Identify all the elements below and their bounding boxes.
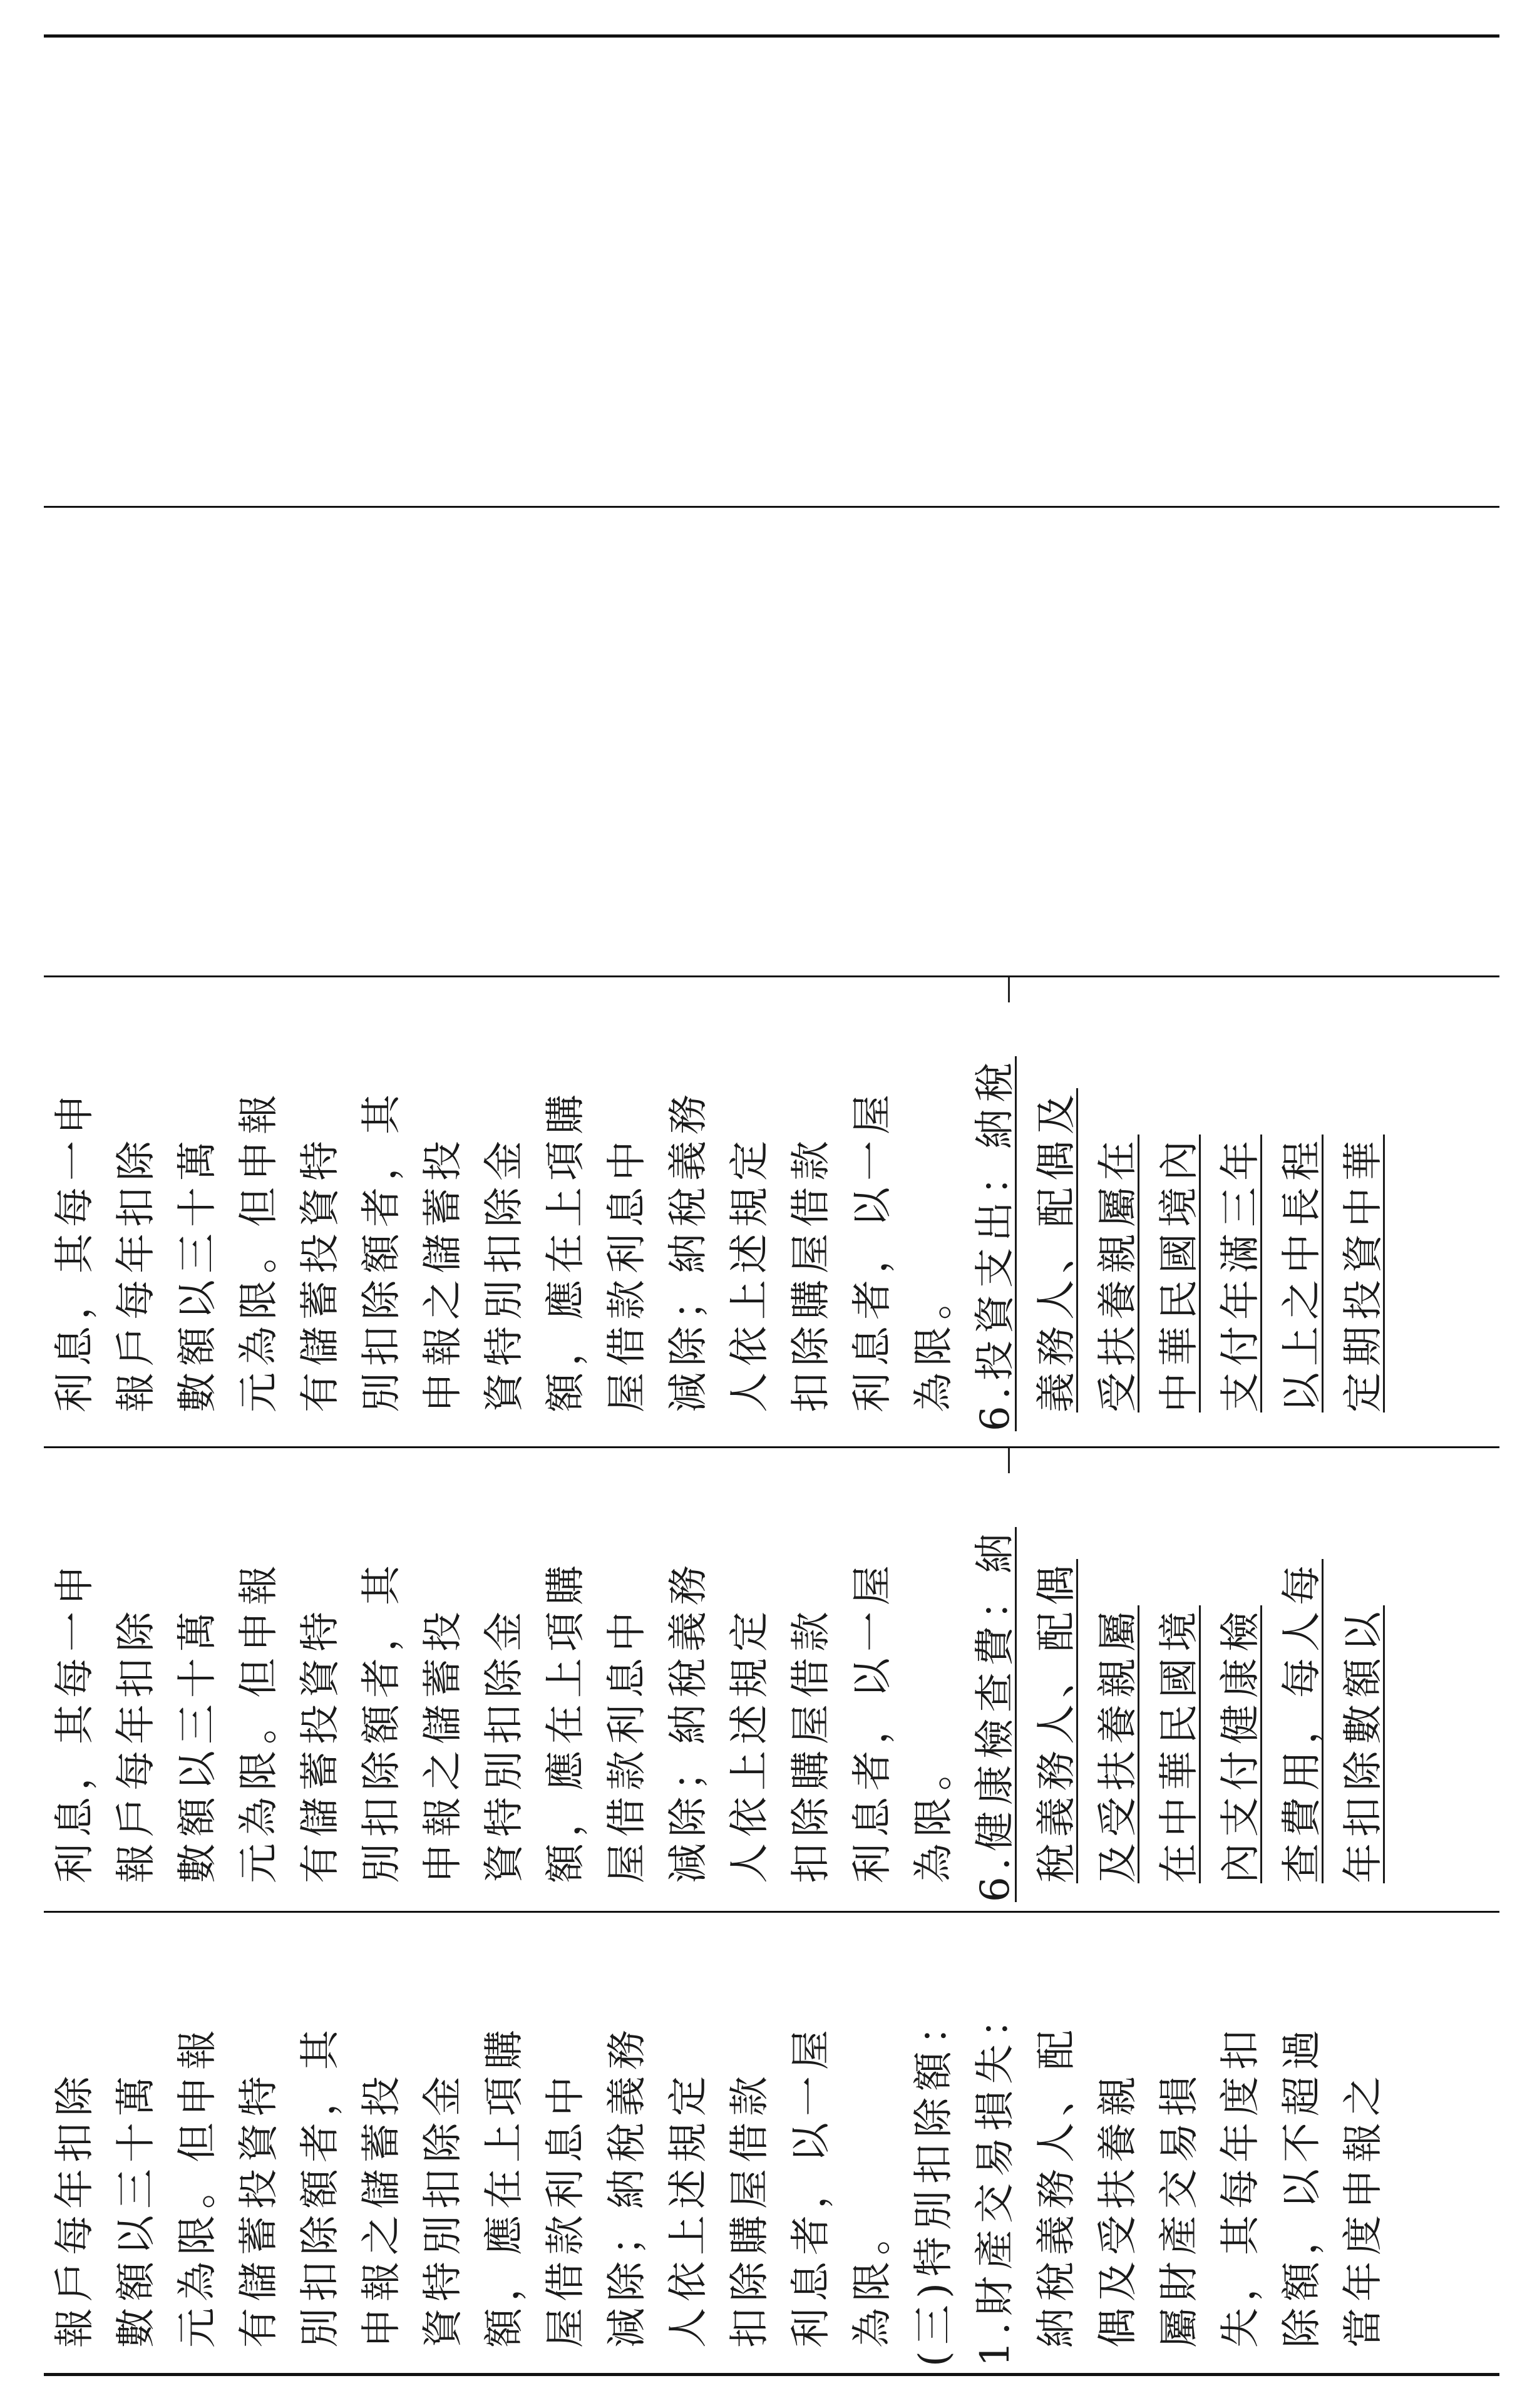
column-1-line-10: 減除；納稅義務 (604, 2024, 650, 2348)
column-1-line-8: 額，應在上項購 (481, 2024, 528, 2348)
column-1-line-17: 納稅義務人、配 (1034, 2024, 1080, 2348)
column-2-edge-mark (1008, 1448, 1010, 1473)
column-1-line-4: 有儲蓄投資特 (236, 2070, 282, 2348)
column-2-line-20: 內支付健康檢 (1218, 1605, 1264, 1883)
column-3-line-15: 為限。 (911, 1273, 957, 1412)
column-1-line-13: 利息者，以一屋 (788, 2024, 835, 2348)
column-3-line-17: 義務人、配偶及 (1034, 1088, 1080, 1412)
column-1-line-21: 除額，以不超過 (1279, 2024, 1325, 2348)
column-1-line-9: 屋借款利息中 (543, 2070, 589, 2348)
column-2-line-6: 別扣除額者，其 (359, 1559, 405, 1883)
column-3-line-6: 別扣除額者，其 (359, 1088, 405, 1412)
column-3-line-13: 扣除購屋借款 (788, 1135, 835, 1412)
column-1-line-11: 人依上述規定 (666, 2070, 712, 2348)
column-1-line-12: 扣除購屋借款 (727, 2070, 773, 2348)
column-1-line-6: 申報之儲蓄投 (359, 2070, 405, 2348)
column-3-line-12: 人依上述規定 (727, 1135, 773, 1412)
column-3-line-8: 資特別扣除金 (481, 1135, 528, 1412)
column-3-line-5: 有儲蓄投資特 (297, 1135, 344, 1412)
column-1-line-19: 屬財產交易損 (1156, 2070, 1203, 2348)
column-1-line-18: 偶及受扶養親 (1095, 2070, 1141, 2348)
column-2-line-18: 及受扶養親屬 (1095, 1605, 1141, 1883)
column-3-line-18: 受扶養親屬在 (1095, 1135, 1141, 1412)
column-2-line-13: 扣除購屋借款 (788, 1605, 835, 1883)
column-2-line-17: 稅義務人、配偶 (1034, 1559, 1080, 1883)
column-3-line-9: 額，應在上項購 (543, 1088, 589, 1412)
column-2-line-16: 6.健康檢查費：納 (972, 1526, 1019, 1902)
column-3-line-2: 報戶每年扣除 (113, 1135, 160, 1412)
column-1-line-15: (三)特別扣除額： (911, 1999, 957, 2367)
column-1-line-7: 資特別扣除金 (420, 2070, 466, 2348)
column-2-line-22: 年扣除數額以 (1340, 1605, 1387, 1883)
column-2-line-15: 為限。 (911, 1744, 957, 1883)
column-3-edge-mark (1008, 977, 1010, 1002)
column-3-line-7: 申報之儲蓄投 (420, 1135, 466, 1412)
column-2-line-14: 利息者，以一屋 (850, 1559, 896, 1883)
divider-rule-1 (44, 506, 1499, 508)
column-3-line-19: 中華民國境內 (1156, 1135, 1203, 1412)
column-3-line-10: 屋借款利息中 (604, 1135, 650, 1412)
column-1-line-22: 當年度申報之 (1340, 2070, 1387, 2348)
text-column-3 (0, 977, 1537, 1444)
column-2-line-3: 數額以三十萬 (175, 1605, 221, 1883)
column-2-line-4: 元為限。但申報 (236, 1559, 282, 1883)
column-2-line-9: 額，應在上項購 (543, 1559, 589, 1883)
column-1-line-5: 別扣除額者，其 (297, 2024, 344, 2348)
column-3-line-21: 以上之中長程 (1279, 1135, 1325, 1412)
column-3-line-11: 減除；納稅義務 (666, 1088, 712, 1412)
column-2-line-12: 人依上述規定 (727, 1605, 773, 1883)
column-3-line-16: 6.投資支出：納稅 (972, 1056, 1019, 1431)
column-2-line-7: 申報之儲蓄投 (420, 1605, 466, 1883)
column-3-line-22: 定期投資中華 (1340, 1135, 1387, 1412)
column-1-line-14: 為限。 (850, 2209, 896, 2348)
top-rule (44, 34, 1499, 38)
column-3-line-1: 利息，其每一申 (52, 1088, 98, 1412)
column-2-line-10: 屋借款利息中 (604, 1605, 650, 1883)
text-column-1 (0, 1913, 1537, 2373)
column-1-line-16: 1.財產交易損失： (972, 1991, 1019, 2367)
column-1-line-3: 元為限。但申報 (175, 2024, 221, 2348)
column-3-line-3: 數額以三十萬 (175, 1135, 221, 1412)
column-2-line-1: 利息，其每一申 (52, 1559, 98, 1883)
column-2-line-19: 在中華民國境 (1156, 1605, 1203, 1883)
column-3-line-14: 利息者，以一屋 (850, 1088, 896, 1412)
column-2-line-21: 查費用，每人每 (1279, 1559, 1325, 1883)
column-1-line-2: 數額以三十萬 (113, 2070, 160, 2348)
column-2-line-8: 資特別扣除金 (481, 1605, 528, 1883)
column-1-line-1: 報戶每年扣除 (52, 2070, 98, 2348)
column-1-line-20: 失，其每年度扣 (1218, 2024, 1264, 2348)
column-3-line-20: 支付年滿三年 (1218, 1135, 1264, 1412)
text-column-2 (0, 1448, 1537, 1908)
column-2-line-2: 報戶每年扣除 (113, 1605, 160, 1883)
bottom-rule (44, 2373, 1499, 2376)
column-2-line-11: 減除；納稅義務 (666, 1559, 712, 1883)
column-2-line-5: 有儲蓄投資特 (297, 1605, 344, 1883)
column-3-line-4: 元為限。但申報 (236, 1088, 282, 1412)
